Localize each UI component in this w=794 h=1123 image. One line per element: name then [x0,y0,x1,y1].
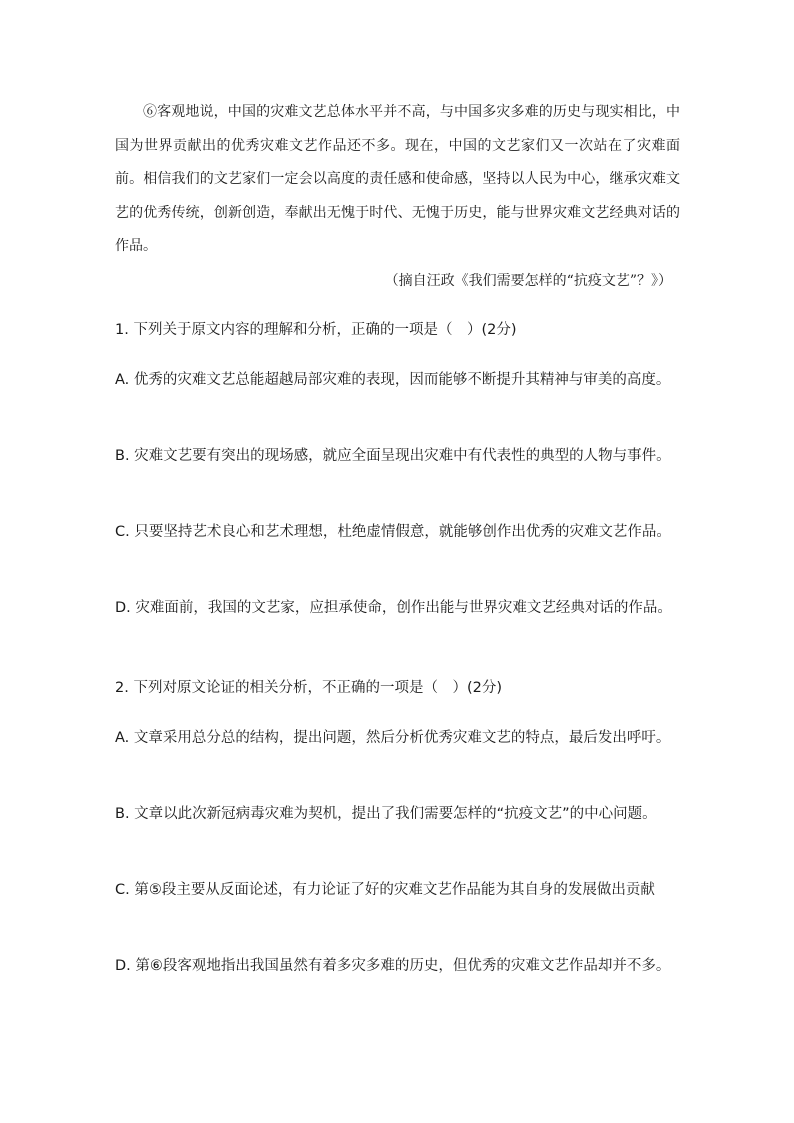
question-2-option-a: A. 文章采用总分总的结构，提出问题，然后分析优秀灾难文艺的特点，最后发出呼吁。 [115,730,671,746]
question-2-option-b: B. 文章以此次新冠病毒灾难为契机，提出了我们需要怎样的“抗疫文艺”的中心问题。 [115,806,657,822]
question-1-option-c: C. 只要坚持艺术良心和艺术理想，杜绝虚情假意，就能够创作出优秀的灾难文艺作品。 [115,524,671,540]
passage-citation: （摘自汪政《我们需要怎样的“抗疫文艺”？》） [384,273,672,289]
question-1-option-b: B. 灾难文艺要有突出的现场感，就应全面呈现出灾难中有代表性的典型的人物与事件。 [115,448,671,464]
question-2-option-d: D. 第⑥段客观地指出我国虽然有着多灾多难的历史，但优秀的灾难文艺作品却并不多。 [115,958,671,974]
question-2-stem: 2. 下列对原文论证的相关分析，不正确的一项是（ ）(2分) [115,680,502,696]
question-1-option-a: A. 优秀的灾难文艺总能超越局部灾难的表现，因而能够不断提升其精神与审美的高度。 [115,372,671,388]
passage-paragraph-6: ⑥客观地说，中国的灾难文艺总体水平并不高，与中国多灾多难的历史与现实相比，中国为世界贡献出的优秀灾难文艺作品还不多。现在，中国的文艺家们又一次站在了灾难面前。相信我们的文艺家们一定会以高度的责任感和使命感，坚持以人民为中心，继承灾难文艺的优秀传统，创新创造，奉献出无愧于时代、无愧于历史，能与世界灾难文艺经典对话的作品。 [115,104,680,254]
question-1-stem: 1. 下列关于原文内容的理解和分析，正确的一项是（ ）(2分) [115,322,517,338]
question-2-option-c: C. 第⑤段主要从反面论述，有力论证了好的灾难文艺作品能为其自身的发展做出贡献 [115,882,655,898]
question-1-option-d: D. 灾难面前，我国的文艺家，应担承使命，创作出能与世界灾难文艺经典对话的作品。 [115,600,672,616]
